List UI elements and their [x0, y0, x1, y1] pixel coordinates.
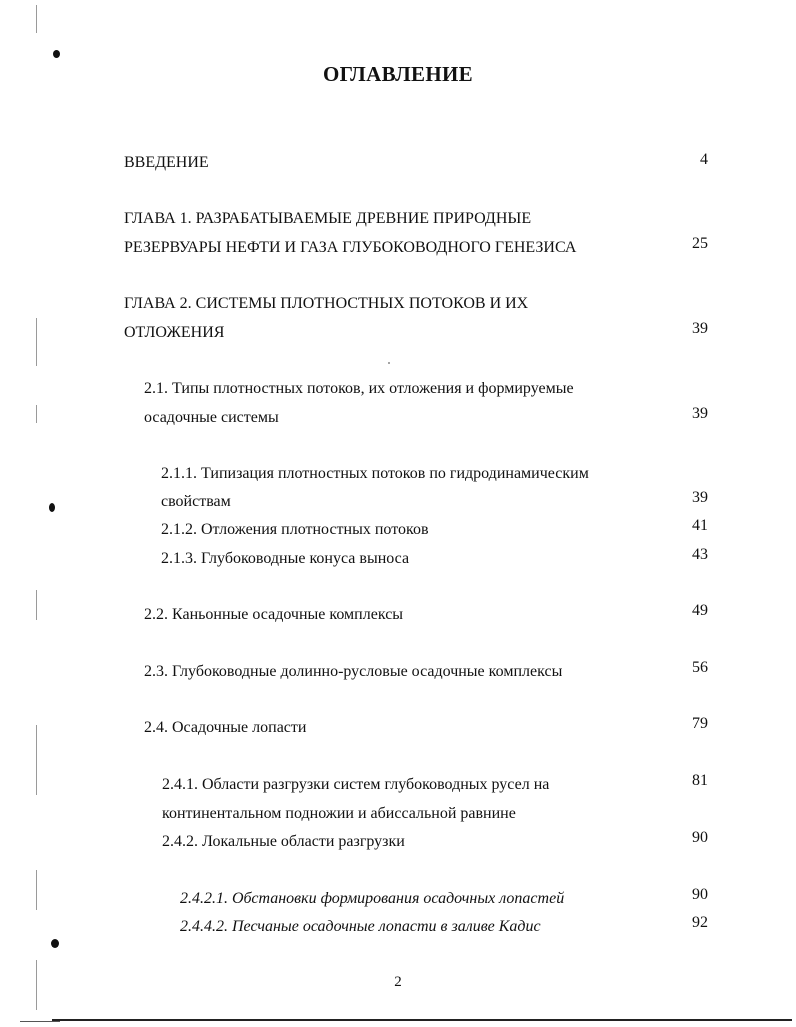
scan-speck: [51, 939, 59, 948]
toc-page-number: 41: [692, 517, 708, 534]
scan-edge-line: [36, 405, 37, 423]
toc-page-number: 39: [692, 489, 708, 506]
toc-page-number: 90: [692, 829, 708, 846]
scan-edge-line: [36, 590, 37, 620]
scan-bottom-edge: [20, 1021, 60, 1022]
toc-entry-2-2: 2.2. Каньонные осадочные комплексы: [144, 606, 404, 623]
toc-entry-2-3: 2.3. Глубоководные долинно-русловые осадочные комплексы: [144, 663, 563, 680]
page-number: 2: [394, 974, 402, 990]
toc-page-number: 49: [692, 602, 708, 619]
scan-edge-line: [36, 870, 37, 910]
toc-page-number: 90: [692, 886, 708, 903]
toc-page-number: 4: [700, 151, 708, 168]
toc-page-number: 81: [692, 772, 708, 789]
toc-entry-2-1-1-line1: 2.1.1. Типизация плотностных потоков по гидродинамическим: [161, 465, 589, 482]
toc-page-number: 92: [692, 914, 708, 931]
toc-entry-2-4: 2.4. Осадочные лопасти: [144, 719, 307, 736]
toc-entry-chapter-2-line1: ГЛАВА 2. СИСТЕМЫ ПЛОТНОСТНЫХ ПОТОКОВ И ИХ: [124, 295, 529, 312]
scan-edge-line: [36, 725, 37, 795]
toc-entry-2-1-line1: 2.1. Типы плотностных потоков, их отложения и формируемые: [144, 380, 574, 397]
toc-entry-chapter-1-line1: ГЛАВА 1. РАЗРАБАТЫВАЕМЫЕ ДРЕВНИЕ ПРИРОДНЫЕ: [124, 210, 532, 227]
toc-entry-2-1-2: 2.1.2. Отложения плотностных потоков: [161, 521, 429, 538]
scan-speck: [388, 362, 390, 364]
scan-bottom-edge: [52, 1019, 792, 1021]
scan-edge-line: [36, 5, 37, 33]
toc-entry-chapter-1-line2: РЕЗЕРВУАРЫ НЕФТИ И ГАЗА ГЛУБОКОВОДНОГО ГЕНЕЗИСА: [124, 239, 577, 256]
toc-entry-2-4-1-line2: континентальном подножии и абиссальной равнине: [162, 805, 516, 822]
toc-entry-chapter-2-line2: ОТЛОЖЕНИЯ: [124, 324, 225, 341]
toc-page-number: 79: [692, 715, 708, 732]
toc-page-number: 43: [692, 546, 708, 563]
toc-entry-intro: ВВЕДЕНИЕ: [124, 154, 209, 171]
toc-entry-2-1-3: 2.1.3. Глубоководные конуса выноса: [161, 550, 410, 567]
toc-entry-2-4-4-2: 2.4.4.2. Песчаные осадочные лопасти в заливе Кадис: [180, 918, 541, 935]
scan-speck: [53, 50, 60, 58]
scan-edge-line: [36, 318, 37, 366]
toc-page-number: 56: [692, 659, 708, 676]
toc-entry-2-4-2: 2.4.2. Локальные области разгрузки: [162, 833, 405, 850]
toc-page-number: 39: [692, 320, 708, 337]
toc-entry-2-1-1-line2: свойствам: [161, 493, 231, 510]
toc-entry-2-1-line2: осадочные системы: [144, 409, 279, 426]
toc-entry-2-4-1-line1: 2.4.1. Области разгрузки систем глубоководных русел на: [162, 776, 550, 793]
toc-page-number: 25: [692, 235, 708, 252]
scan-speck: [49, 503, 55, 512]
page-title: ОГЛАВЛЕНИЕ: [323, 62, 473, 86]
toc-entry-2-4-2-1: 2.4.2.1. Обстановки формирования осадочных лопастей: [180, 890, 565, 907]
toc-page-number: 39: [692, 405, 708, 422]
